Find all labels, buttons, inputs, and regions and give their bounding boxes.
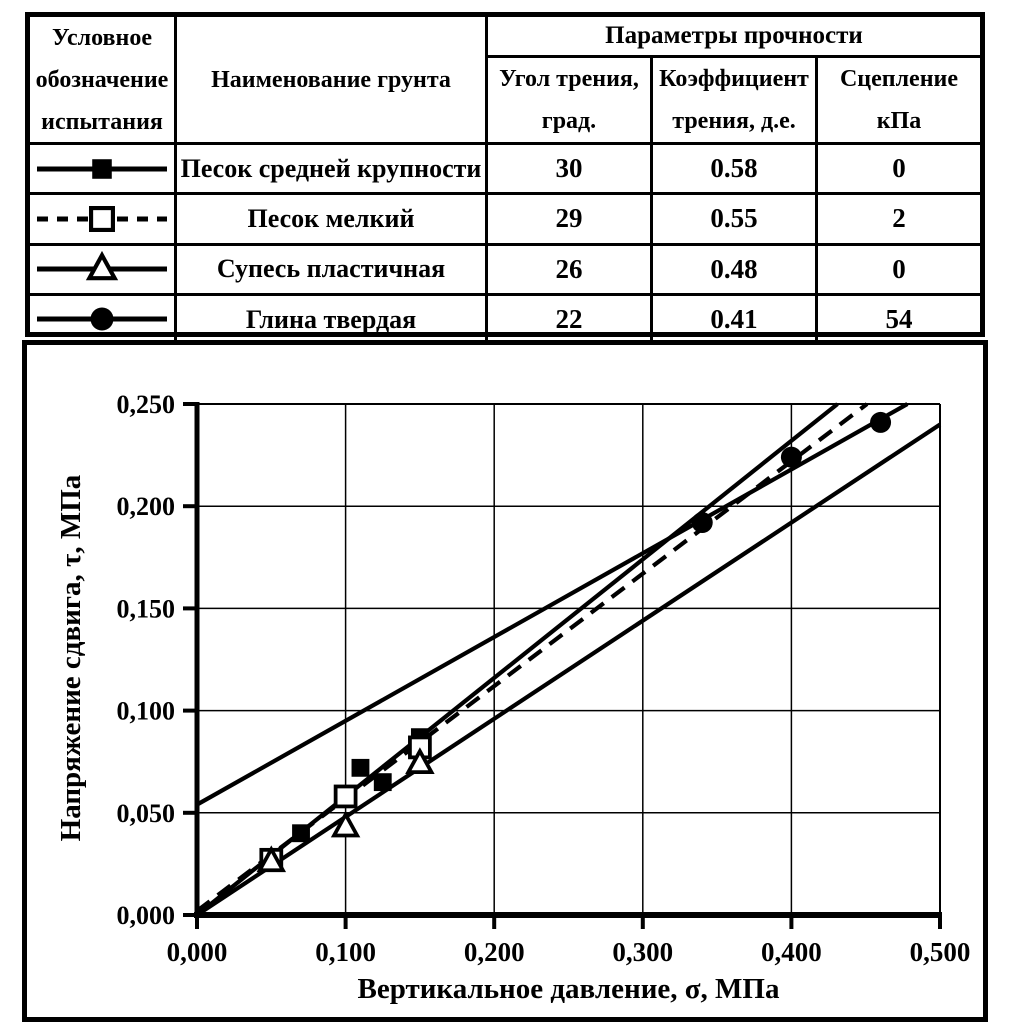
shear-stress-plot (27, 345, 983, 1017)
legend-symbol-fine-sand-icon (30, 195, 177, 242)
header-params-subrow (488, 58, 980, 142)
marker-circle-filled (781, 447, 802, 468)
marker-circle-filled (692, 512, 713, 533)
x-tick-label: 0,100 (315, 937, 376, 967)
marker-square-filled (352, 759, 370, 777)
header-symbol-column (30, 17, 177, 142)
marker-triangle-open (334, 815, 357, 836)
legend-line-icon (27, 297, 177, 341)
header-friction-angle (488, 58, 653, 142)
y-tick-label: 0,050 (116, 798, 175, 828)
y-tick-label: 0,150 (116, 594, 175, 624)
legend-line-icon (27, 197, 177, 241)
soil-name: Песок средней крупности (177, 145, 488, 192)
x-axis-title: Вертикальное давление, σ, МПа (357, 973, 780, 1005)
cohesion-value: 54 (885, 303, 913, 334)
table-header-row (30, 17, 980, 145)
x-tick-label: 0,300 (612, 937, 674, 967)
soil-name: Супесь пластичная (177, 246, 488, 293)
y-axis-title: Напряжение сдвига, τ, МПа (55, 474, 87, 842)
marker-square-open (336, 786, 356, 806)
soil-parameters-table (25, 12, 985, 337)
table-row (30, 145, 980, 195)
header-line: Сцепление (839, 66, 959, 92)
regression-line (197, 404, 907, 805)
friction-angle-value: 26 (488, 246, 653, 293)
header-symbol-line: испытания (41, 108, 163, 135)
header-line: град. (541, 108, 597, 134)
header-params-title: Параметры прочности (488, 17, 980, 58)
legend-symbol-medium-sand-icon (30, 145, 177, 192)
soil-name: Песок мелкий (177, 195, 488, 242)
friction-coeff-value: 0.48 (653, 246, 818, 293)
header-line: кПа (876, 108, 922, 134)
friction-coeff-value: 0.58 (653, 145, 818, 192)
header-symbol-line: обозначение (35, 66, 169, 93)
cohesion-value: 0 (892, 153, 906, 183)
y-tick-label: 0,250 (116, 390, 175, 419)
legend-line-icon (27, 147, 177, 191)
legend-symbol-clay-icon (30, 296, 177, 343)
y-tick-label: 0,100 (116, 696, 175, 726)
table-row (30, 296, 980, 343)
table-row (30, 246, 980, 296)
marker-square-open (91, 208, 113, 230)
header-cohesion (818, 58, 980, 142)
friction-angle-value: 22 (488, 296, 653, 343)
marker-circle-filled (91, 308, 114, 331)
legend-line-icon (27, 247, 177, 291)
cohesion-value: 0 (892, 253, 906, 284)
y-tick-label: 0,000 (116, 901, 175, 930)
cohesion-value: 2 (892, 203, 906, 234)
x-tick-label: 0,200 (463, 937, 525, 967)
marker-circle-filled (870, 412, 891, 433)
friction-angle-value: 30 (488, 145, 653, 192)
header-friction-coeff (653, 58, 818, 142)
shear-chart-area (27, 345, 983, 1017)
series-points (260, 412, 891, 870)
shear-chart-frame (22, 340, 988, 1022)
x-tick-label: 0,500 (909, 937, 971, 967)
friction-coeff-value: 0.41 (653, 296, 818, 343)
y-tick-label: 0,200 (116, 492, 175, 522)
friction-angle-value: 29 (488, 195, 653, 242)
header-line: Угол трения, (499, 66, 639, 92)
friction-coeff-value: 0.55 (653, 195, 818, 242)
header-line: трения, д.е. (672, 108, 796, 134)
table-row (30, 195, 980, 245)
header-soil-name: Наименование грунта (177, 17, 488, 142)
header-symbol-line: Условное (52, 24, 152, 51)
marker-square-filled (374, 773, 392, 791)
x-tick-label: 0,000 (166, 937, 228, 967)
marker-square-filled (292, 824, 310, 842)
legend-symbol-loam-icon (30, 246, 177, 293)
x-tick-label: 0,400 (761, 937, 822, 967)
header-line: Коэффициент (659, 66, 809, 92)
header-strength-params-group (488, 17, 980, 142)
marker-square-filled (92, 159, 112, 179)
soil-name: Глина твердая (177, 296, 488, 343)
